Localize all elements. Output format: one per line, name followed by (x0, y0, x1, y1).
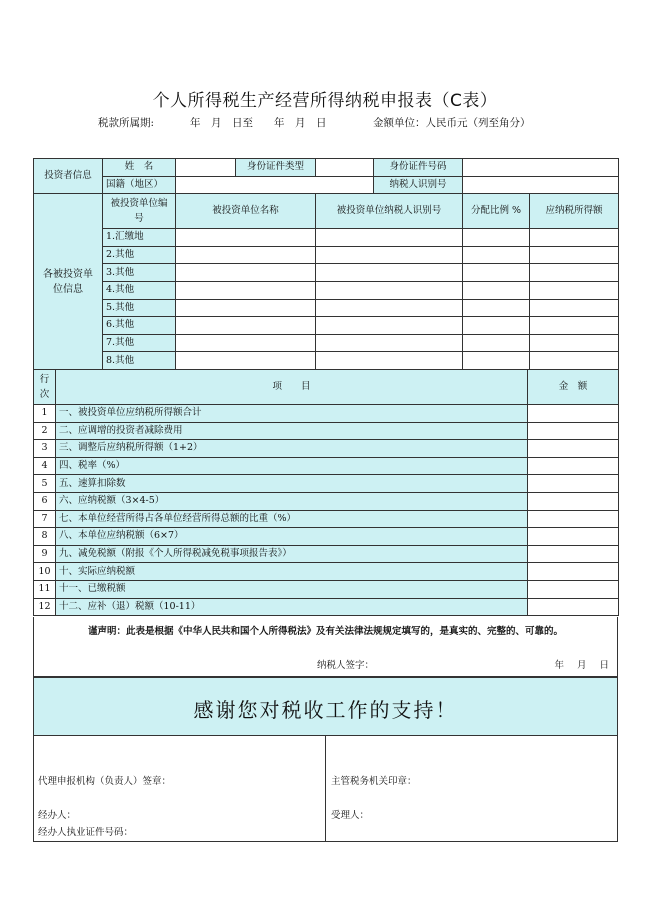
unit-row-label: 4.其他 (103, 281, 176, 299)
amount-unit-label: 金额单位：人民币元（列至角分） (373, 117, 531, 129)
line-number: 8 (34, 528, 56, 546)
unit-name-cell[interactable] (176, 246, 316, 264)
unit-tid-cell[interactable] (316, 264, 463, 282)
amount-header: 金 额 (528, 370, 619, 405)
amount-cell[interactable] (528, 510, 619, 528)
name-field[interactable] (176, 159, 236, 177)
line-number: 7 (34, 510, 56, 528)
investor-section-label: 投资者信息 (34, 159, 103, 194)
unit-tid-cell[interactable] (316, 229, 463, 247)
item-label: 八、本单位应纳税额（6×7） (56, 528, 528, 546)
unit-taxable-cell[interactable] (530, 317, 619, 335)
line-number: 6 (34, 492, 56, 510)
amount-cell[interactable] (528, 475, 619, 493)
unit-tid-cell[interactable] (316, 352, 463, 370)
unit-name-header: 被投资单位名称 (176, 194, 316, 229)
signature-section (33, 735, 618, 842)
unit-taxable-cell[interactable] (530, 352, 619, 370)
signature-divider (325, 735, 326, 841)
id-number-label: 身份证件号码 (374, 159, 463, 177)
unit-row-label: 5.其他 (103, 299, 176, 317)
unit-name-cell[interactable] (176, 229, 316, 247)
tax-items-table (33, 369, 619, 616)
taxpayer-id-label: 纳税人识别号 (374, 176, 463, 194)
item-label: 二、应调增的投资者减除费用 (56, 422, 528, 440)
unit-name-cell[interactable] (176, 334, 316, 352)
item-label: 九、减免税额（附报《个人所得税减免税事项报告表》） (56, 545, 528, 563)
item-header: 项 目 (56, 370, 528, 405)
item-label: 六、应纳税额（3×4-5） (56, 492, 528, 510)
amount-cell[interactable] (528, 405, 619, 423)
unit-taxable-income-header: 应纳税所得额 (530, 194, 619, 229)
period-label: 税款所属期: (98, 117, 155, 129)
unit-tid-cell[interactable] (316, 246, 463, 264)
unit-row-label: 6.其他 (103, 317, 176, 335)
signature-date: 年 月 日 (554, 660, 609, 671)
unit-ratio-cell[interactable] (463, 352, 530, 370)
item-label: 五、速算扣除数 (56, 475, 528, 493)
unit-tid-cell[interactable] (316, 299, 463, 317)
amount-cell[interactable] (528, 457, 619, 475)
agent-seal-label: 代理申报机构（负责人）签章： (38, 776, 172, 787)
declaration-text: 谨声明：此表是根据《中华人民共和国个人所得税法》及有关法律法规规定填写的，是真实的、完整的、可靠的。 (87, 626, 563, 637)
item-label: 三、调整后应纳税所得额（1+2） (56, 440, 528, 458)
unit-name-cell[interactable] (176, 317, 316, 335)
thanks-banner (33, 677, 618, 736)
line-number: 1 (34, 405, 56, 423)
nationality-field[interactable] (176, 176, 374, 194)
amount-cell[interactable] (528, 422, 619, 440)
amount-cell[interactable] (528, 492, 619, 510)
unit-taxpayer-id-header: 被投资单位纳税人识别号 (316, 194, 463, 229)
unit-tid-cell[interactable] (316, 281, 463, 299)
line-number-header: 行次 (34, 370, 56, 405)
amount-cell[interactable] (528, 528, 619, 546)
id-type-field[interactable] (316, 159, 374, 177)
amount-cell[interactable] (528, 563, 619, 581)
unit-taxable-cell[interactable] (530, 264, 619, 282)
distribution-ratio-header: 分配比例 % (463, 194, 530, 229)
receiver-label: 受理人： (331, 810, 370, 821)
unit-tid-cell[interactable] (316, 317, 463, 335)
line-number: 9 (34, 545, 56, 563)
amount-cell[interactable] (528, 545, 619, 563)
unit-ratio-cell[interactable] (463, 281, 530, 299)
unit-ratio-cell[interactable] (463, 334, 530, 352)
amount-cell[interactable] (528, 580, 619, 598)
unit-taxable-cell[interactable] (530, 299, 619, 317)
item-label: 十一、已缴税额 (56, 580, 528, 598)
line-number: 4 (34, 457, 56, 475)
unit-name-cell[interactable] (176, 352, 316, 370)
units-section-label: 各被投资单位信息 (34, 194, 103, 370)
unit-ratio-cell[interactable] (463, 264, 530, 282)
unit-ratio-cell[interactable] (463, 299, 530, 317)
investor-units-table (33, 158, 619, 370)
item-label: 一、被投资单位应纳税所得额合计 (56, 405, 528, 423)
taxpayer-id-field[interactable] (463, 176, 619, 194)
unit-number-header: 被投资单位编号 (103, 194, 176, 229)
unit-name-cell[interactable] (176, 281, 316, 299)
item-label: 十二、应补（退）税额（10-11） (56, 598, 528, 616)
item-label: 十、实际应纳税额 (56, 563, 528, 581)
line-number: 12 (34, 598, 56, 616)
unit-taxable-cell[interactable] (530, 334, 619, 352)
handler-label: 经办人： (38, 810, 77, 821)
line-number: 2 (34, 422, 56, 440)
period-fields: 年 月 日至 年 月 日 (190, 117, 327, 129)
unit-ratio-cell[interactable] (463, 229, 530, 247)
line-number: 11 (34, 580, 56, 598)
taxpayer-signature-label: 纳税人签字： (317, 660, 375, 671)
id-type-label: 身份证件类型 (236, 159, 316, 177)
amount-cell[interactable] (528, 440, 619, 458)
unit-taxable-cell[interactable] (530, 246, 619, 264)
line-number: 3 (34, 440, 56, 458)
unit-row-label: 3.其他 (103, 264, 176, 282)
unit-row-label: 2.其他 (103, 246, 176, 264)
unit-ratio-cell[interactable] (463, 246, 530, 264)
item-label: 七、本单位经营所得占各单位经营所得总额的比重（%） (56, 510, 528, 528)
unit-name-cell[interactable] (176, 264, 316, 282)
unit-ratio-cell[interactable] (463, 317, 530, 335)
unit-row-label: 8.其他 (103, 352, 176, 370)
unit-taxable-cell[interactable] (530, 229, 619, 247)
name-label: 姓 名 (103, 159, 176, 177)
line-number: 10 (34, 563, 56, 581)
unit-taxable-cell[interactable] (530, 281, 619, 299)
unit-tid-cell[interactable] (316, 334, 463, 352)
nationality-label: 国籍（地区） (103, 176, 176, 194)
tax-authority-seal-label: 主管税务机关印章： (331, 776, 417, 787)
line-number: 5 (34, 475, 56, 493)
declaration-section (33, 617, 618, 677)
thanks-text: 感谢您对税收工作的支持！ (193, 698, 458, 722)
item-label: 四、税率（%） (56, 457, 528, 475)
id-number-field[interactable] (463, 159, 619, 177)
amount-cell[interactable] (528, 598, 619, 616)
form-title: 个人所得税生产经营所得纳税申报表（C表） (152, 91, 498, 111)
handler-cert-label: 经办人执业证件号码： (38, 827, 134, 838)
unit-name-cell[interactable] (176, 299, 316, 317)
unit-row-label: 7.其他 (103, 334, 176, 352)
unit-row-label: 1.汇缴地 (103, 229, 176, 247)
